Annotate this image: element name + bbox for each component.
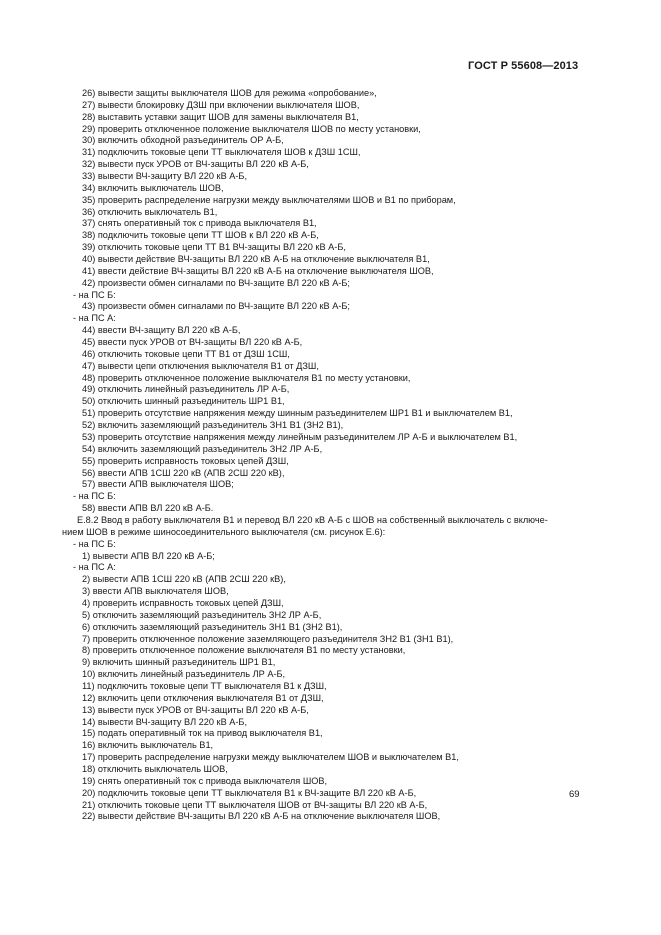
list-item: 30) включить обходной разъединитель ОР А-Б,: [82, 135, 284, 146]
list-item: 55) проверить исправность токовых цепей ДЗШ,: [82, 455, 289, 466]
list-item: 12) включить цепи отключения выключателя В1 от ДЗШ,: [82, 692, 324, 703]
substation-heading: - на ПС А:: [73, 313, 116, 324]
list-item: 2) вывести АПВ 1СШ 220 кВ (АПВ 2СШ 220 кВ),: [82, 574, 286, 585]
list-item: 1) вывести АПВ ВЛ 220 кВ А-Б;: [82, 550, 215, 561]
list-item: 48) проверить отключенное положение выключателя В1 по месту установки,: [82, 372, 411, 383]
list-item: 54) включить заземляющий разъединитель ЗН2 ЛР А-Б,: [82, 443, 323, 454]
list-item: 6) отключить заземляющий разъединитель ЗН1 В1 (ЗН2 В1),: [82, 621, 343, 632]
list-item: 20) подключить токовые цепи ТТ выключателя В1 к ВЧ-защите ВЛ 220 кВ А-Б,: [82, 787, 417, 798]
list-item: 27) вывести блокировку ДЗШ при включении выключателя ШОВ,: [82, 99, 360, 110]
list-item: 26) вывести защиты выключателя ШОВ для режима «опробование»,: [82, 88, 377, 98]
list-item: 42) произвести обмен сигналами по ВЧ-защите ВЛ 220 кВ А-Б;: [82, 277, 350, 288]
list-item: 49) отключить линейный разъединитель ЛР А-Б,: [82, 384, 290, 395]
list-item: 13) вывести пуск УРОВ от ВЧ-защиты ВЛ 220 кВ А-Б,: [82, 704, 309, 715]
list-item: 50) отключить шинный разъединитель ШР1 В1,: [82, 396, 285, 407]
substation-heading: - на ПС А:: [73, 562, 116, 573]
list-item: 43) произвести обмен сигналами по ВЧ-защите ВЛ 220 кВ А-Б;: [82, 301, 350, 312]
document-body: [0, 88, 661, 823]
list-item: 40) вывести действие ВЧ-защиты ВЛ 220 кВ А-Б на отключение выключателя В1,: [82, 254, 430, 265]
list-item: 41) ввести действие ВЧ-защиты ВЛ 220 кВ А-Б на отключение выключателя ШОВ,: [82, 265, 434, 276]
list-item: 14) вывести ВЧ-защиту ВЛ 220 кВ А-Б,: [82, 716, 248, 727]
list-item: 35) проверить распределение нагрузки между выключателями ШОВ и В1 по приборам,: [82, 194, 456, 205]
list-item: 4) проверить исправность токовых цепей ДЗШ,: [82, 597, 284, 608]
list-item: 31) подключить токовые цепи ТТ выключателя ШОВ к ДЗШ 1СШ,: [82, 147, 361, 158]
list-item: 22) вывести действие ВЧ-защиты ВЛ 220 кВ А-Б на отключение выключателя ШОВ,: [82, 811, 441, 822]
list-item: 32) вывести пуск УРОВ от ВЧ-защиты ВЛ 220 кВ А-Б,: [82, 159, 309, 170]
list-item: 47) вывести цепи отключения выключателя В1 от ДЗШ,: [82, 360, 319, 371]
list-item: 44) ввести ВЧ-защиту ВЛ 220 кВ А-Б,: [82, 325, 241, 336]
list-item: 11) подключить токовые цепи ТТ выключателя В1 к ДЗШ,: [82, 680, 327, 691]
list-item: 28) выставить уставки защит ШОВ для замены выключателя В1,: [82, 111, 359, 122]
list-item: 53) проверить отсутствие напряжения между линейным разъединителем ЛР А-Б и выключателем В1,: [82, 431, 518, 442]
list-item: 8) проверить отключенное положение выключателя В1 по месту установки,: [82, 645, 406, 656]
substation-heading: - на ПС Б:: [73, 289, 116, 300]
list-item: 45) ввести пуск УРОВ от ВЧ-защиты ВЛ 220 кВ А-Б,: [82, 337, 303, 348]
substation-heading: - на ПС Б:: [73, 538, 116, 549]
list-item: 36) отключить выключатель В1,: [82, 206, 218, 217]
list-item: 21) отключить токовые цепи ТТ выключателя ШОВ от ВЧ-защиты ВЛ 220 кВ А-Б,: [82, 799, 428, 810]
list-item: 37) снять оперативный ток с привода выключателя В1,: [82, 218, 317, 229]
list-item: 9) включить шинный разъединитель ШР1 В1,: [82, 657, 276, 668]
list-item: 17) проверить распределение нагрузки между выключателем ШОВ и выключателем В1,: [82, 752, 459, 763]
list-item: 29) проверить отключенное положение выключателя ШОВ по месту установки,: [82, 123, 421, 134]
list-item: 10) включить линейный разъединитель ЛР А-Б,: [82, 669, 286, 680]
list-item: 16) включить выключатель В1,: [82, 740, 214, 751]
substation-heading: - на ПС Б:: [73, 491, 116, 502]
document-code: ГОСТ Р 55608—2013: [468, 60, 579, 72]
section-paragraph: Е.8.2 Ввод в работу выключателя В1 и перевод ВЛ 220 кВ А-Б с ШОВ на собственный выключатель с включе-: [77, 514, 548, 525]
list-item: 58) ввести АПВ ВЛ 220 кВ А-Б.: [82, 503, 214, 514]
list-item: 15) подать оперативный ток на привод выключателя В1,: [82, 728, 323, 739]
list-item: 19) снять оперативный ток с привода выключателя ШОВ,: [82, 775, 328, 786]
list-item: 3) ввести АПВ выключателя ШОВ,: [82, 586, 229, 597]
list-item: 57) ввести АПВ выключателя ШОВ;: [82, 479, 234, 490]
list-item: 39) отключить токовые цепи ТТ В1 ВЧ-защиты ВЛ 220 кВ А-Б,: [82, 242, 346, 253]
list-item: 56) ввести АПВ 1СШ 220 кВ (АПВ 2СШ 220 кВ),: [82, 467, 285, 478]
page-number: 69: [569, 789, 580, 800]
list-item: 33) вывести ВЧ-защиту ВЛ 220 кВ А-Б,: [82, 171, 248, 182]
list-item: 18) отключить выключатель ШОВ,: [82, 763, 228, 774]
list-item: 51) проверить отсутствие напряжения между шинным разъединителем ШР1 В1 и выключателем В1,: [82, 408, 513, 419]
list-item: 34) включить выключатель ШОВ,: [82, 182, 224, 193]
section-paragraph-continuation: нием ШОВ в режиме шиносоединительного выключателя (см. рисунок Е.6):: [62, 526, 386, 537]
list-item: 52) включить заземляющий разъединитель ЗН1 В1 (ЗН2 В1),: [82, 420, 344, 431]
list-item: 38) подключить токовые цепи ТТ ШОВ к ВЛ 220 кВ А-Б,: [82, 230, 319, 241]
list-item: 46) отключить токовые цепи ТТ В1 от ДЗШ 1СШ,: [82, 348, 290, 359]
list-item: 7) проверить отключенное положение заземляющего разъединителя ЗН2 В1 (ЗН1 В1),: [82, 633, 454, 644]
list-item: 5) отключить заземляющий разъединитель ЗН2 ЛР А-Б,: [82, 609, 322, 620]
